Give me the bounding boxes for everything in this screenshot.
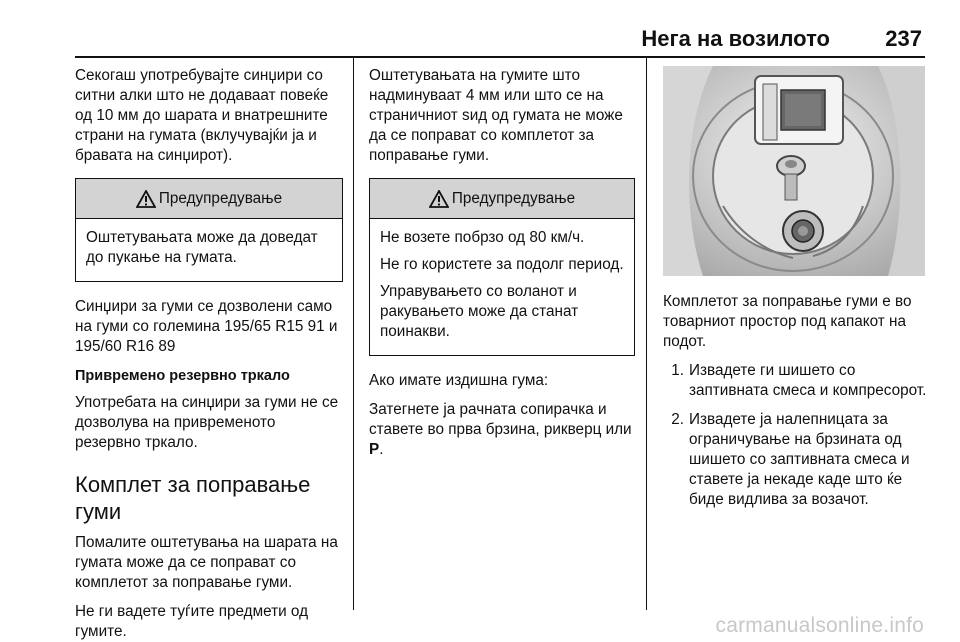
gear-p-label: P: [369, 441, 380, 458]
step-number: 1.: [671, 362, 684, 379]
step-text: Извадете ја налепницата за ограничување на брзината од шишето со заптивната смеса и ставете ја некаде каде што ќе биде видлива за возачот.: [689, 411, 910, 508]
photo-caption: Комплетот за поправање гуми е во товарниот простор под капакот на подот.: [663, 293, 912, 350]
step-item: [663, 410, 933, 510]
foreign-objects-text: Не ги вадете туѓите предмети од гумите.: [75, 603, 309, 640]
warning-title: Предупредување: [451, 189, 576, 207]
warning-header: [370, 179, 634, 219]
subheading-temp-spare: Привремено резервно тркало: [75, 368, 290, 384]
flat-tire-text: Ако имате издишна гума:: [369, 372, 549, 389]
column-2: [369, 66, 635, 469]
section-heading: Комплет за поправање гуми: [75, 472, 311, 524]
chain-intro: Секогаш употребувајте синџири со ситни алки што не додаваат повеќе од 10 мм до шарата и внатрешните страни на гумата (вклучувајќи ја и бравата на синџирот).: [75, 67, 329, 164]
running-header-title: Нега на возилото: [641, 26, 830, 51]
header-rule: [75, 56, 925, 58]
column-divider-1: [353, 58, 354, 610]
allowed-sizes: Синџири за гуми се дозволени само на гуми со големина 195/65 R15 91 и 195/60 R16 89: [75, 298, 338, 355]
step-number: 2.: [671, 411, 684, 428]
step-item: [663, 361, 933, 401]
repair-kit-illustration: [663, 66, 925, 276]
column-3: [663, 292, 933, 519]
warning-line-handling: Управувањето со воланот и ракувањето може да станат поинакви.: [380, 283, 579, 340]
warning-text: Оштетувањата може да доведат до пукање на гумата.: [86, 229, 318, 266]
warning-box-2: [369, 178, 635, 356]
watermark: carmanualsonline.info: [715, 614, 924, 637]
temp-spare-text: Употребата на синџири за гуми не се дозволува на привременото резервно тркало.: [75, 394, 339, 451]
warning-line-duration: Не го користете за подолг период.: [380, 256, 624, 273]
damage-limit-text: Оштетувањата на гумите што надминуваат 4 мм или што се на страничниот sид од гумата не може да се поправат со комплетот за поправање гуми.: [369, 67, 623, 164]
instruction-steps: [663, 361, 933, 510]
warning-triangle-icon: [136, 190, 156, 208]
warning-triangle-icon: [429, 190, 449, 208]
handbrake-text: Затегнете ја рачната сопирачка и ставете во прва брзина, рикверц или P.: [369, 401, 632, 458]
warning-title: Предупредување: [158, 189, 283, 207]
step-text: Извадете ги шишето со заптивната смеса и компресорот.: [689, 362, 927, 399]
column-divider-2: [646, 58, 647, 610]
repair-kit-photo: [663, 66, 925, 276]
warning-box-1: [75, 178, 343, 282]
warning-line-speed: Не возете побрзо од 80 км/ч.: [380, 229, 585, 246]
column-1: [75, 66, 343, 642]
warning-header: [76, 179, 342, 219]
page-number: 237: [885, 26, 922, 51]
repair-kit-text: Помалите оштетувања на шарата на гумата може да се поправат со комплетот за поправање гуми.: [75, 534, 338, 591]
